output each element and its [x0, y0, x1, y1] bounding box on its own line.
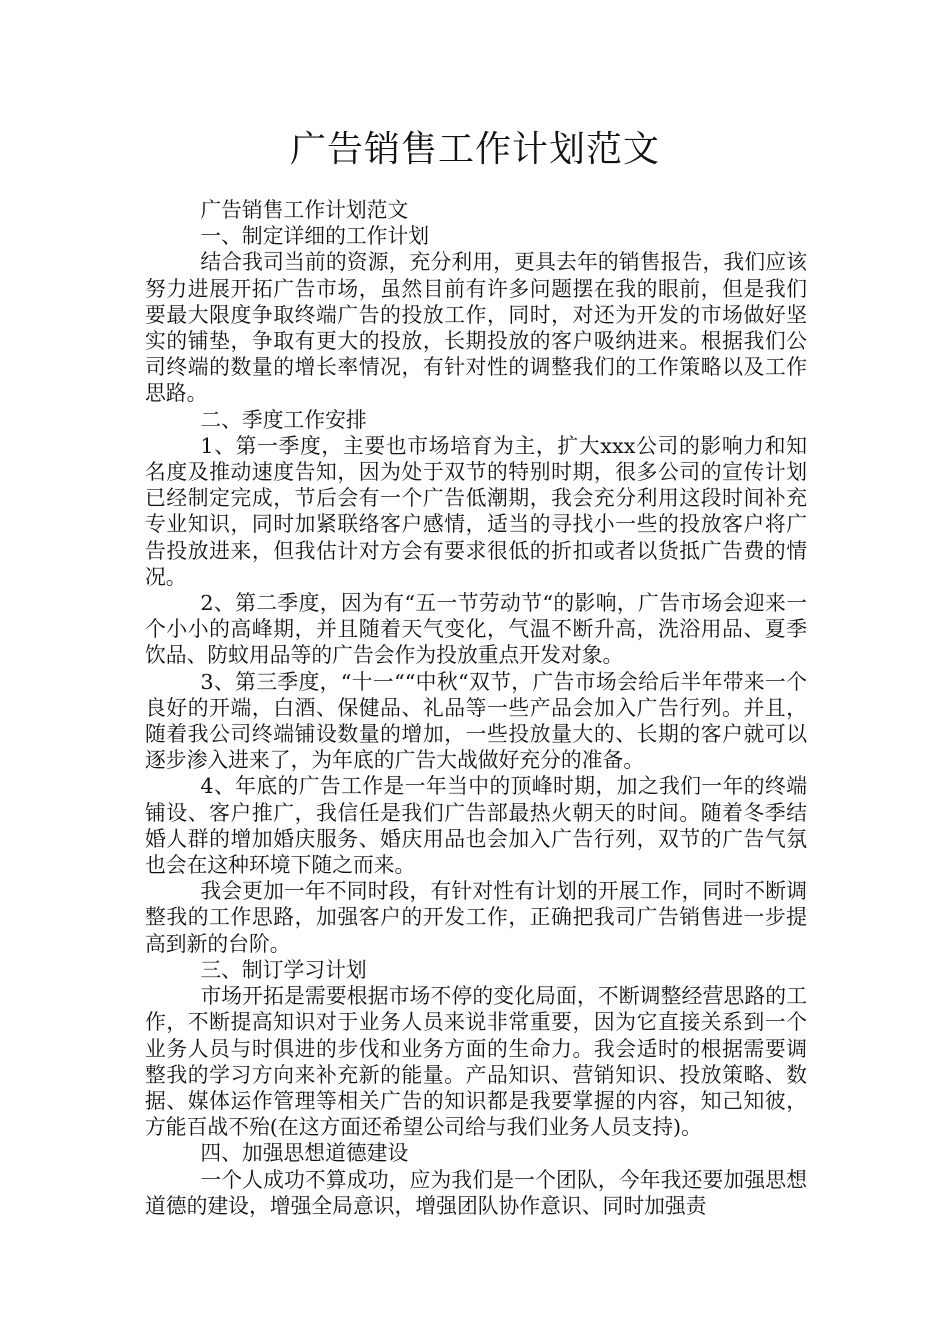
document-body	[145, 197, 807, 1219]
section-heading-4: 四、加强思想道德建设	[200, 1141, 409, 1166]
document-title: 广告销售工作计划范文	[289, 129, 660, 170]
paragraph: 4、年底的广告工作是一年当中的顶峰时期，加之我们一年的终端铺设、客户推广，我信任是我们广告部最热火朝天的时间。随着冬季结婚人群的增加婚庆服务、婚庆用品也会加入广告行列，双节的广告气氛也会在这种环境下随之而来。	[145, 774, 807, 878]
paragraph: 1、第一季度，主要也市场培育为主，扩大xxx公司的影响力和知名度及推动速度告知，因为处于双节的特别时期，很多公司的宣传计划已经制定完成，节后会有一个广告低潮期，我会充分利用这段时间补充专业知识，同时加紧联络客户感情，适当的寻找小一些的投放客户将广告投放进来，但我估计对方会有要求很低的折扣或者以货抵广告费的情况。	[145, 433, 807, 589]
section-heading-1: 一、制定详细的工作计划	[200, 224, 430, 249]
paragraph: 我会更加一年不同时段，有针对性有计划的开展工作，同时不断调整我的工作思路，加强客户的开发工作，正确把我司广告销售进一步提高到新的台阶。	[145, 879, 807, 956]
paragraph: 2、第二季度，因为有“五一节劳动节“的影响，广告市场会迎来一个小小的高峰期，并且随着天气变化，气温不断升高，洗浴用品、夏季饮品、防蚊用品等的广告会作为投放重点开发对象。	[145, 591, 807, 668]
section-heading-3: 三、制订学习计划	[200, 957, 367, 982]
paragraph-heading-repeat: 广告销售工作计划范文	[200, 198, 409, 222]
paragraph: 市场开拓是需要根据市场不停的变化局面，不断调整经营思路的工作，不断提高知识对于业务人员来说非常重要，因为它直接关系到一个业务人员与时俱进的步伐和业务方面的生命力。我会适时的根据需要调整我的学习方向来补充新的能量。产品知识、营销知识、投放策略、数据、媒体运作管理等相关广告的知识都是我要掌握的内容，知己知彼，方能百战不殆(在这方面还希望公司给与我们业务人员支持)。	[145, 984, 807, 1140]
paragraph: 3、第三季度，“十一““中秋“双节，广告市场会给后半年带来一个良好的开端，白酒、保健品、礼品等一些产品会加入广告行列。并且，随着我公司终端铺设数量的增加，一些投放量大的、长期的客户就可以逐步渗入进来了，为年底的广告大战做好充分的准备。	[145, 669, 807, 773]
section-heading-2: 二、季度工作安排	[200, 407, 367, 432]
paragraph: 结合我司当前的资源，充分利用，更具去年的销售报告，我们应该努力进展开拓广告市场，虽然目前有许多问题摆在我的眼前，但是我们要最大限度争取终端广告的投放工作，同时，对还为开发的市场做好坚实的铺垫，争取有更大的投放，长期投放的客户吸纳进来。根据我们公司终端的数量的增长率情况，有针对性的调整我们的工作策略以及工作思路。	[145, 250, 807, 406]
paragraph: 一个人成功不算成功，应为我们是一个团队，今年我还要加强思想道德的建设，增强全局意识，增强团队协作意识、同时加强责	[145, 1167, 807, 1218]
